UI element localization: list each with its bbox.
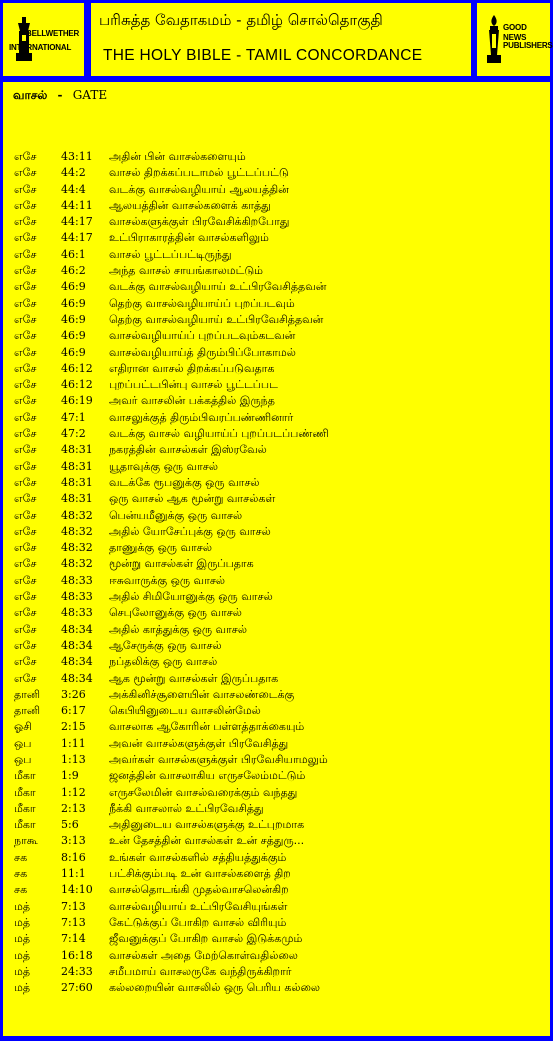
entry-text: அதில் சிமியோனுக்கு ஒரு வாசல் (109, 590, 273, 604)
entry-row (3, 377, 543, 393)
entry-row (3, 296, 543, 312)
entry-text: அதினுடைய வாசல்களுக்கு உட்புறமாக (109, 818, 305, 832)
entry-text: யூதாவுக்கு ஒரு வாசல் (109, 459, 218, 473)
entry-book: எசே (14, 492, 37, 506)
entry-book: சக (14, 883, 28, 897)
entry-text: நகரத்தின் வாசல்கள் இஸ்ரவேல் (109, 443, 267, 457)
entry-book: ஒப (14, 752, 32, 766)
entry-reference: 46:12 (61, 378, 93, 392)
entry-row (3, 752, 543, 768)
entry-text: வாசலாக ஆகோரின் பள்ளத்தாக்கையும் (109, 720, 305, 734)
entry-book: எசே (14, 541, 37, 555)
title-english: THE HOLY BIBLE - TAMIL CONCORDANCE (103, 47, 423, 64)
entry-row (3, 491, 543, 507)
bellwether-logo-line1: BELLWETHER (26, 29, 80, 38)
entry-reference: 48:33 (61, 590, 93, 604)
entry-text: தெற்கு வாசல்வழியாய்ப் புறப்படவும் (109, 296, 295, 310)
entry-book: எசே (14, 427, 37, 441)
entry-row (3, 214, 543, 230)
entry-text: அந்த வாசல் சாயங்காலமட்டும் (109, 264, 264, 278)
entry-book: எசே (14, 361, 37, 375)
entry-reference: 48:34 (61, 671, 93, 685)
entry-text: உன் தேசத்தின் வாசல்கள் உன் சத்துரு... (109, 834, 305, 848)
entry-book: எசே (14, 410, 37, 424)
entry-book: எசே (14, 378, 37, 392)
entry-reference: 43:11 (61, 150, 93, 163)
entry-text: நப்தலிக்கு ஒரு வாசல் (109, 655, 218, 669)
entry-text: நீக்கி வாசலால் உட்பிரவேசித்து (109, 801, 264, 815)
entry-text: ஈசுவாருக்கு ஒரு வாசல் (109, 573, 226, 587)
entry-book: எசே (14, 573, 37, 587)
entry-reference: 48:33 (61, 573, 93, 587)
entry-reference: 44:17 (61, 231, 93, 245)
entry-book: எசே (14, 345, 37, 359)
entry-reference: 2:15 (61, 720, 86, 734)
entry-reference: 6:17 (61, 704, 86, 718)
entry-row (3, 442, 543, 458)
entry-book: ஒப (14, 736, 32, 750)
entry-text: கெபியினுடைய வாசலின்மேல் (109, 704, 261, 718)
entry-book: எசே (14, 215, 37, 229)
entry-text: வாசல்வழியாய்ப் புறப்படவும்கடவன் (109, 329, 296, 343)
entry-row (3, 671, 543, 687)
entry-book: நாகூ (14, 834, 38, 848)
entry-reference: 3:13 (61, 834, 86, 848)
entry-reference: 46:12 (61, 361, 93, 375)
entry-text: வாசல்வழியாய்த் திரும்பிப்போகாமல் (109, 345, 296, 359)
entry-text: வடக்கே ரூபனுக்கு ஒரு வாசல் (109, 475, 260, 489)
entry-book: சக (14, 867, 28, 881)
entry-reference: 47:2 (61, 427, 86, 441)
entry-book: மத் (14, 899, 31, 913)
entry-row (3, 556, 543, 572)
entry-book: மத் (14, 981, 31, 995)
entry-text: வாசல்கள் அதை மேற்கொள்வதில்லை (109, 948, 298, 962)
entry-text: உட்பிராகாரத்தின் வாசல்களிலும் (109, 231, 269, 245)
entry-book: ஓசி (14, 720, 32, 734)
entry-book: சக (14, 850, 28, 864)
entry-reference: 48:32 (61, 508, 93, 522)
entry-reference: 48:32 (61, 557, 93, 571)
entry-text: அவர்கள் வாசல்களுக்குள் பிரவேசியாமலும் (109, 752, 328, 766)
entry-reference: 3:26 (61, 687, 86, 701)
entry-book: எசே (14, 590, 37, 604)
entry-text: ஆக மூன்று வாசல்கள் இருப்பதாக (109, 671, 279, 685)
entry-book: மத் (14, 964, 31, 978)
entry-book: மீகா (14, 818, 36, 832)
entry-text: அவன் வாசல்களுக்குள் பிரவேசித்து (109, 736, 289, 750)
entry-row (3, 687, 543, 703)
entry-book: எசே (14, 475, 37, 489)
entry-reference: 16:18 (61, 948, 93, 962)
entry-row (3, 638, 543, 654)
bellwether-logo-box (3, 3, 84, 76)
entry-reference: 8:16 (61, 850, 86, 864)
entry-row (3, 719, 543, 735)
entry-reference: 7:13 (61, 915, 86, 929)
entry-row (3, 785, 543, 801)
entry-reference: 1:12 (61, 785, 86, 799)
entry-row (3, 801, 543, 817)
entry-book: எசே (14, 508, 37, 522)
entry-reference: 48:34 (61, 638, 93, 652)
entry-row (3, 654, 543, 670)
entry-book: எசே (14, 329, 37, 343)
entry-row (3, 931, 543, 947)
entry-book: எசே (14, 231, 37, 245)
entry-book: எசே (14, 198, 37, 212)
entry-text: தெற்கு வாசல்வழியாய் உட்பிரவேசித்தவன் (109, 312, 324, 326)
bellwether-logo-line2: INTERNATIONAL (9, 43, 72, 52)
entry-row (3, 866, 543, 882)
entry-reference: 5:6 (61, 818, 79, 832)
entry-reference: 1:9 (61, 769, 79, 783)
entry-row (3, 703, 543, 719)
entry-text: ஜீவனுக்குப் போகிற வாசல் இடுக்கமும் (109, 932, 303, 946)
entry-reference: 44:11 (61, 198, 93, 212)
entry-row (3, 540, 543, 556)
entry-book: எசே (14, 638, 37, 652)
entry-text: பென்யமீனுக்கு ஒரு வாசல் (109, 508, 243, 522)
entry-book: எசே (14, 296, 37, 310)
entry-text: அதில் காத்துக்கு ஒரு வாசல் (109, 622, 247, 636)
entry-book: எசே (14, 622, 37, 636)
entry-book: எசே (14, 671, 37, 685)
entry-book: தானி (14, 704, 41, 718)
entry-row (3, 475, 543, 491)
entry-row (3, 833, 543, 849)
entry-reference: 24:33 (61, 964, 93, 978)
entry-text: கேட்டுக்குப் போகிற வாசல் விரியும் (109, 915, 287, 929)
entry-row (3, 426, 543, 442)
entry-text: ஜனத்தின் வாசலாகிய எருசலேம்மட்டும் (109, 769, 306, 783)
entry-row (3, 182, 543, 198)
entry-row (3, 882, 543, 898)
word-heading (13, 88, 113, 104)
entry-book: எசே (14, 312, 37, 326)
entry-row (3, 817, 543, 833)
entry-book: எசே (14, 394, 37, 408)
title-tamil: பரிசுத்த வேதாகமம் - தமிழ் சொல்தொகுதி (99, 11, 383, 29)
entry-text: சமீபமாய் வாசலருகே வந்திருக்கிறார் (109, 964, 292, 978)
entry-reference: 44:2 (61, 166, 86, 180)
entry-reference: 46:1 (61, 247, 86, 261)
heading-word-english: GATE (72, 88, 108, 102)
entry-row (3, 263, 543, 279)
entry-reference: 48:31 (61, 443, 93, 457)
entry-reference: 1:11 (61, 736, 86, 750)
entry-text: புறப்பட்டபின்பு வாசல் பூட்டப்பட (109, 378, 278, 392)
entry-text: அதில் யோசேப்புக்கு ஒரு வாசல் (109, 524, 271, 538)
entry-reference: 44:17 (61, 215, 93, 229)
entry-book: எசே (14, 264, 37, 278)
word-heading-box (3, 82, 134, 115)
entry-book: எசே (14, 280, 37, 294)
entry-row (3, 361, 543, 377)
entry-text: வாசல் திறக்கப்படாமல் பூட்டப்பட்டு (109, 166, 289, 180)
bell-tower-icon (13, 17, 35, 61)
entry-reference: 11:1 (61, 867, 86, 881)
entry-book: தானி (14, 687, 41, 701)
entry-row (3, 230, 543, 246)
entry-reference: 46:9 (61, 345, 86, 359)
torch-icon (485, 15, 503, 63)
entry-text: அதின் பின் வாசல்களையும் (109, 150, 246, 163)
entry-reference: 47:1 (61, 410, 86, 424)
entry-row (3, 980, 543, 996)
entry-book: எசே (14, 150, 37, 163)
entry-row (3, 149, 543, 165)
entry-row (3, 345, 543, 361)
entry-text: பட்சிக்கும்படி உன் வாசல்களைத் திற (109, 867, 291, 881)
bellwether-logo (9, 11, 79, 69)
entry-row (3, 524, 543, 540)
entry-book: எசே (14, 166, 37, 180)
entry-row (3, 410, 543, 426)
entry-row (3, 198, 543, 214)
entry-reference: 46:2 (61, 264, 86, 278)
entry-reference: 46:9 (61, 329, 86, 343)
entry-text: கல்லறையின் வாசலில் ஒரு பெரிய கல்லை (109, 981, 321, 995)
entry-reference: 46:19 (61, 394, 93, 408)
entry-reference: 46:9 (61, 280, 86, 294)
entry-reference: 48:32 (61, 524, 93, 538)
entry-text: ஆசேருக்கு ஒரு வாசல் (109, 638, 222, 652)
entry-row (3, 589, 543, 605)
entry-text: ஆலயத்தின் வாசல்களைக் காத்து (109, 198, 271, 212)
entry-reference: 7:14 (61, 932, 86, 946)
entry-row (3, 393, 543, 409)
entry-text: மூன்று வாசல்கள் இருப்பதாக (109, 557, 254, 571)
entry-book: எசே (14, 247, 37, 261)
entry-text: வாசலுக்குத் திரும்பிவரப்பண்ணினார் (109, 410, 294, 424)
entry-list (3, 149, 543, 996)
entry-text: வாசல்தொடங்கி முதல்வாசலென்கிற (109, 883, 289, 897)
entry-reference: 2:13 (61, 801, 86, 815)
entry-row (3, 247, 543, 263)
entry-book: எசே (14, 524, 37, 538)
entry-row (3, 508, 543, 524)
entry-row (3, 605, 543, 621)
heading-word-tamil: வாசல் (13, 88, 48, 102)
entry-row (3, 948, 543, 964)
entry-reference: 46:9 (61, 312, 86, 326)
entry-text: ஒரு வாசல் ஆக மூன்று வாசல்கள் (109, 492, 276, 506)
entry-reference: 27:60 (61, 981, 93, 995)
title-box (91, 3, 471, 76)
entry-text: வடக்கு வாசல்வழியாய் ஆலயத்தின் (109, 182, 289, 196)
entry-book: எசே (14, 443, 37, 457)
entry-row (3, 768, 543, 784)
entry-row (3, 622, 543, 638)
entry-text: வாசல்வழியாய் உட்பிரவேசியுங்கள் (109, 899, 288, 913)
entry-book: எசே (14, 459, 37, 473)
entry-reference: 48:32 (61, 541, 93, 555)
entry-row (3, 328, 543, 344)
entry-row (3, 165, 543, 181)
entry-book: மத் (14, 948, 31, 962)
entry-reference: 48:31 (61, 492, 93, 506)
entry-book: மத் (14, 915, 31, 929)
entry-reference: 48:33 (61, 606, 93, 620)
entry-row (3, 736, 543, 752)
entry-row (3, 573, 543, 589)
entry-book: எசே (14, 606, 37, 620)
entry-row (3, 964, 543, 980)
entry-text: வாசல் பூட்டப்பட்டிருந்து (109, 247, 232, 261)
entry-text: வடக்கு வாசல்வழியாய் உட்பிரவேசித்தவன் (109, 280, 327, 294)
good-news-logo-box (477, 3, 553, 76)
entry-text: தாணுக்கு ஒரு வாசல் (109, 541, 212, 555)
entry-reference: 1:13 (61, 752, 86, 766)
entry-reference: 48:34 (61, 622, 93, 636)
entry-book: மீகா (14, 785, 36, 799)
entry-text: அக்கினிச்சூளையின் வாசலண்டைக்கு (109, 687, 295, 701)
entry-reference: 48:31 (61, 475, 93, 489)
entry-row (3, 850, 543, 866)
entry-text: வடக்கு வாசல் வழியாய்ப் புறப்படப்பண்ணி (109, 427, 329, 441)
entry-book: எசே (14, 182, 37, 196)
entry-book: எசே (14, 557, 37, 571)
entry-book: மீகா (14, 769, 36, 783)
entry-row (3, 459, 543, 475)
entry-row (3, 915, 543, 931)
good-news-logo-line1: GOOD NEWS (503, 23, 527, 42)
entry-row (3, 312, 543, 328)
entry-book: மீகா (14, 801, 36, 815)
entry-text: எதிரான வாசல் திறக்கப்படுவதாக (109, 361, 275, 375)
entry-text: செபுலோனுக்கு ஒரு வாசல் (109, 606, 242, 620)
entry-row (3, 279, 543, 295)
entry-text: உங்கள் வாசல்களில் சத்தியத்துக்கும் (109, 850, 287, 864)
entry-reference: 14:10 (61, 883, 93, 897)
heading-dash: - (57, 88, 63, 102)
entry-reference: 48:31 (61, 459, 93, 473)
entry-reference: 48:34 (61, 655, 93, 669)
entry-row (3, 899, 543, 915)
entry-text: வாசல்களுக்குள் பிரவேசிக்கிறபோது (109, 215, 290, 229)
entry-reference: 46:9 (61, 296, 86, 310)
entry-book: மத் (14, 932, 31, 946)
entry-text: எருசலேமின் வாசல்வரைக்கும் வந்தது (109, 785, 298, 799)
entry-reference: 44:4 (61, 182, 86, 196)
entry-book: எசே (14, 655, 37, 669)
entry-reference: 7:13 (61, 899, 86, 913)
concordance-content (3, 82, 550, 1036)
good-news-logo-line2: PUBLISHERS (503, 41, 553, 50)
entry-text: அவர் வாசலின் பக்கத்தில் இருந்த (109, 394, 275, 408)
